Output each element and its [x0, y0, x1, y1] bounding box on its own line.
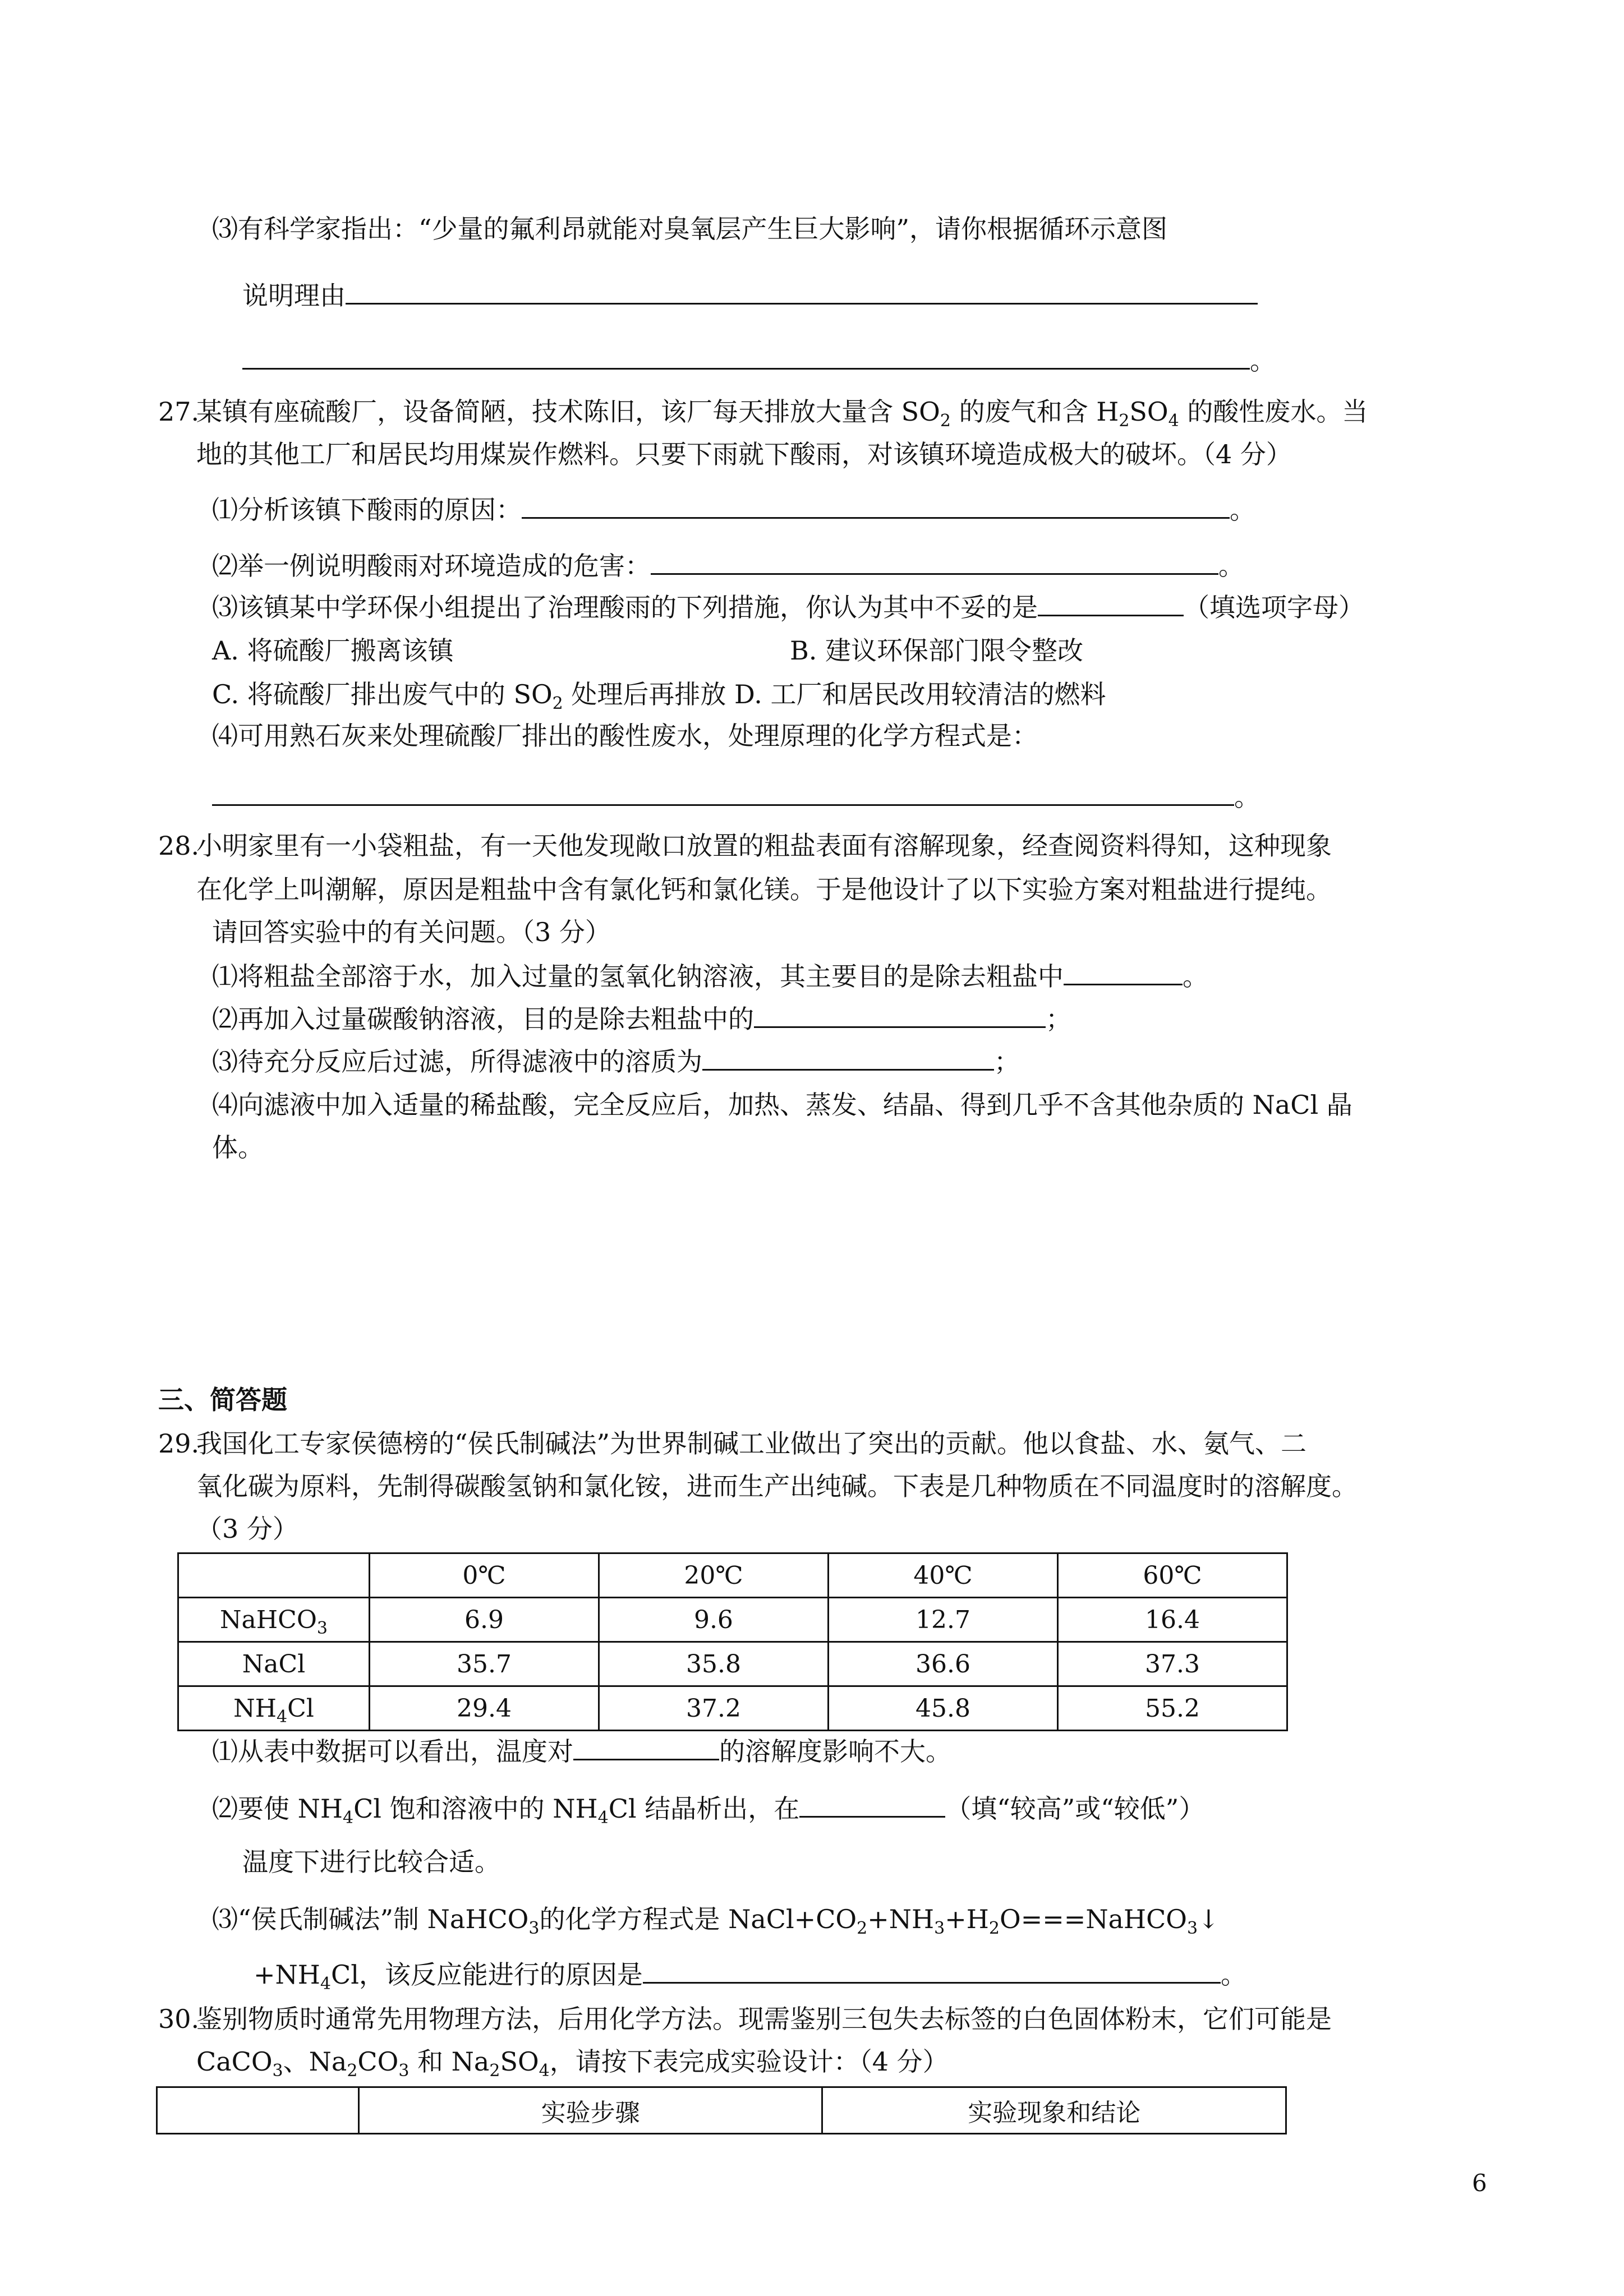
section-heading: 三、简答题 — [158, 1385, 287, 1415]
table-header-row — [157, 2087, 1286, 2134]
answer-blank[interactable] — [522, 492, 1230, 519]
table-header-cell: 实验现象和结论 — [822, 2087, 1286, 2134]
answer-blank[interactable] — [754, 1002, 1046, 1028]
q27-part4-answer: 。 — [212, 780, 1260, 814]
q29-stem-3: （3 分） — [196, 1514, 298, 1544]
q29-number: 29. — [158, 1428, 200, 1459]
table-header-cell: 40℃ — [828, 1553, 1057, 1598]
q27-part3: ⑶该镇某中学环保小组提出了治理酸雨的下列措施，你认为其中不妥的是 （填选项字母） — [212, 590, 1364, 624]
table-cell: 6.9 — [370, 1598, 599, 1642]
q26-reason-line: 说明理由 — [242, 278, 1258, 312]
q29-part2: ⑵要使 $NH_4Cl$ 饱和溶液中的 $NH_4Cl$ 结晶析出，在 （填“较高”或“较低”） — [212, 1791, 1204, 1825]
q30-stem-1: 鉴别物质时通常先用物理方法，后用化学方法。现需鉴别三包失去标签的白色固体粉末，它们可能是 — [196, 2004, 1332, 2034]
q28-part2: ⑵再加入过量碳酸钠溶液，目的是除去粗盐中的 ； — [212, 1002, 1071, 1036]
solubility-table — [177, 1552, 1288, 1731]
q28-part3: ⑶待充分反应后过滤，所得滤液中的溶质为 ； — [212, 1044, 1020, 1078]
q27-part4: ⑷可用熟石灰来处理硫酸厂排出的酸性废水，处理原理的化学方程式是： — [212, 721, 1038, 751]
q29-part3: ⑶“侯氏制碱法”制 NaHCO$_3$的化学方程式是 $NaCl+CO_2+NH_3+H_2O===NaHCO_3↓$ — [212, 1904, 1220, 1938]
answer-blank[interactable] — [573, 1734, 719, 1760]
q27-option-c-d: C. 将硫酸厂排出废气中的 $SO_2$ 处理后再排放 D. 工厂和居民改用较清洁的燃料 — [212, 679, 1106, 713]
q28-part4-cont: 体。 — [212, 1132, 264, 1163]
q29-part2-cont: 温度下进行比较合适。 — [242, 1847, 500, 1877]
table-header-cell — [178, 1553, 370, 1598]
table-header-cell: 60℃ — [1057, 1553, 1287, 1598]
table-cell: 45.8 — [828, 1686, 1057, 1731]
table-cell: 37.3 — [1057, 1642, 1287, 1686]
answer-blank[interactable] — [242, 343, 1250, 370]
answer-blank[interactable] — [643, 1957, 1221, 1984]
table-row — [178, 1686, 1287, 1731]
table-header-row — [178, 1553, 1287, 1598]
experiment-table — [156, 2086, 1287, 2134]
page-number: 6 — [1472, 2169, 1487, 2197]
q28-part1: ⑴将粗盐全部溶于水，加入过量的氢氧化钠溶液，其主要目的是除去粗盐中 。 — [212, 959, 1208, 993]
q27-part1: ⑴分析该镇下酸雨的原因： 。 — [212, 492, 1255, 527]
table-row-label: NaHCO$_3$ — [178, 1598, 370, 1642]
q27-number: 27. — [158, 397, 200, 427]
table-cell: 12.7 — [828, 1598, 1057, 1642]
table-header-cell: 0℃ — [370, 1553, 599, 1598]
q28-stem-2: 在化学上叫潮解，原因是粗盐中含有氯化钙和氯化镁。于是他设计了以下实验方案对粗盐进行提纯。 — [196, 874, 1332, 905]
q28-stem-3: 请回答实验中的有关问题。（3 分） — [212, 917, 611, 947]
table-header-cell — [157, 2087, 359, 2134]
table-cell: 35.8 — [599, 1642, 828, 1686]
q27-stem-1: 某镇有座硫酸厂，设备简陋，技术陈旧，该厂每天排放大量含 $SO_2$ 的废气和含 $H_2SO_4$ 的酸性废水。当 — [196, 397, 1368, 431]
table-cell: 35.7 — [370, 1642, 599, 1686]
table-cell: 16.4 — [1057, 1598, 1287, 1642]
answer-blank[interactable] — [346, 278, 1258, 305]
table-header-cell: 20℃ — [599, 1553, 828, 1598]
table-row — [178, 1642, 1287, 1686]
table-row-label: NaCl — [178, 1642, 370, 1686]
q27-option-a: A. 将硫酸厂搬离该镇 — [212, 635, 454, 666]
q27-stem-2: 地的其他工厂和居民均用煤炭作燃料。只要下雨就下酸雨，对该镇环境造成极大的破坏。（4 分） — [196, 439, 1292, 469]
answer-blank[interactable] — [799, 1791, 945, 1818]
table-header-cell: 实验步骤 — [358, 2087, 822, 2134]
answer-blank[interactable] — [212, 780, 1234, 806]
table-cell: 37.2 — [599, 1686, 828, 1731]
q30-number: 30. — [158, 2004, 200, 2034]
table-cell: 29.4 — [370, 1686, 599, 1731]
q26-reason-line-2: 。 — [242, 343, 1276, 377]
q29-part1: ⑴从表中数据可以看出，温度对 的溶解度影响不大。 — [212, 1734, 951, 1768]
q28-stem-1: 小明家里有一小袋粗盐，有一天他发现敞口放置的粗盐表面有溶解现象，经查阅资料得知，这种现象 — [196, 831, 1332, 861]
q27-part2: ⑵举一例说明酸雨对环境造成的危害： 。 — [212, 548, 1244, 583]
answer-blank[interactable] — [651, 548, 1218, 575]
q29-stem-2: 氧化碳为原料，先制得碳酸氢钠和氯化铵，进而生产出纯碱。下表是几种物质在不同温度时的溶解度。 — [196, 1471, 1358, 1501]
table-cell: 9.6 — [599, 1598, 828, 1642]
q30-stem-2: CaCO$_3$、$Na_2CO_3$ 和 $Na_2SO_4$，请按下表完成实验设计：（4 分） — [196, 2046, 949, 2081]
answer-blank[interactable] — [1064, 959, 1183, 985]
answer-blank[interactable] — [702, 1044, 994, 1071]
table-cell: 55.2 — [1057, 1686, 1287, 1731]
q29-part3-cont: $+NH_4Cl$，该反应能进行的原因是 。 — [254, 1957, 1246, 1991]
q27-option-b: B. 建议环保部门限令整改 — [790, 635, 1084, 666]
q28-part4: ⑷向滤液中加入适量的稀盐酸，完全反应后，加热、蒸发、结晶、得到几乎不含其他杂质的 NaCl 晶 — [212, 1090, 1352, 1120]
table-row-label: $NH_4Cl$ — [178, 1686, 370, 1731]
q28-number: 28. — [158, 831, 200, 861]
table-row — [178, 1598, 1287, 1642]
q29-stem-1: 我国化工专家侯德榜的“侯氏制碱法”为世界制碱工业做出了突出的贡献。他以食盐、水、氨气、二 — [196, 1428, 1307, 1459]
q26-part3-text: ⑶有科学家指出：“少量的氟利昂就能对臭氧层产生巨大影响”，请你根据循环示意图 — [212, 214, 1168, 244]
table-cell: 36.6 — [828, 1642, 1057, 1686]
answer-blank[interactable] — [1038, 590, 1184, 616]
